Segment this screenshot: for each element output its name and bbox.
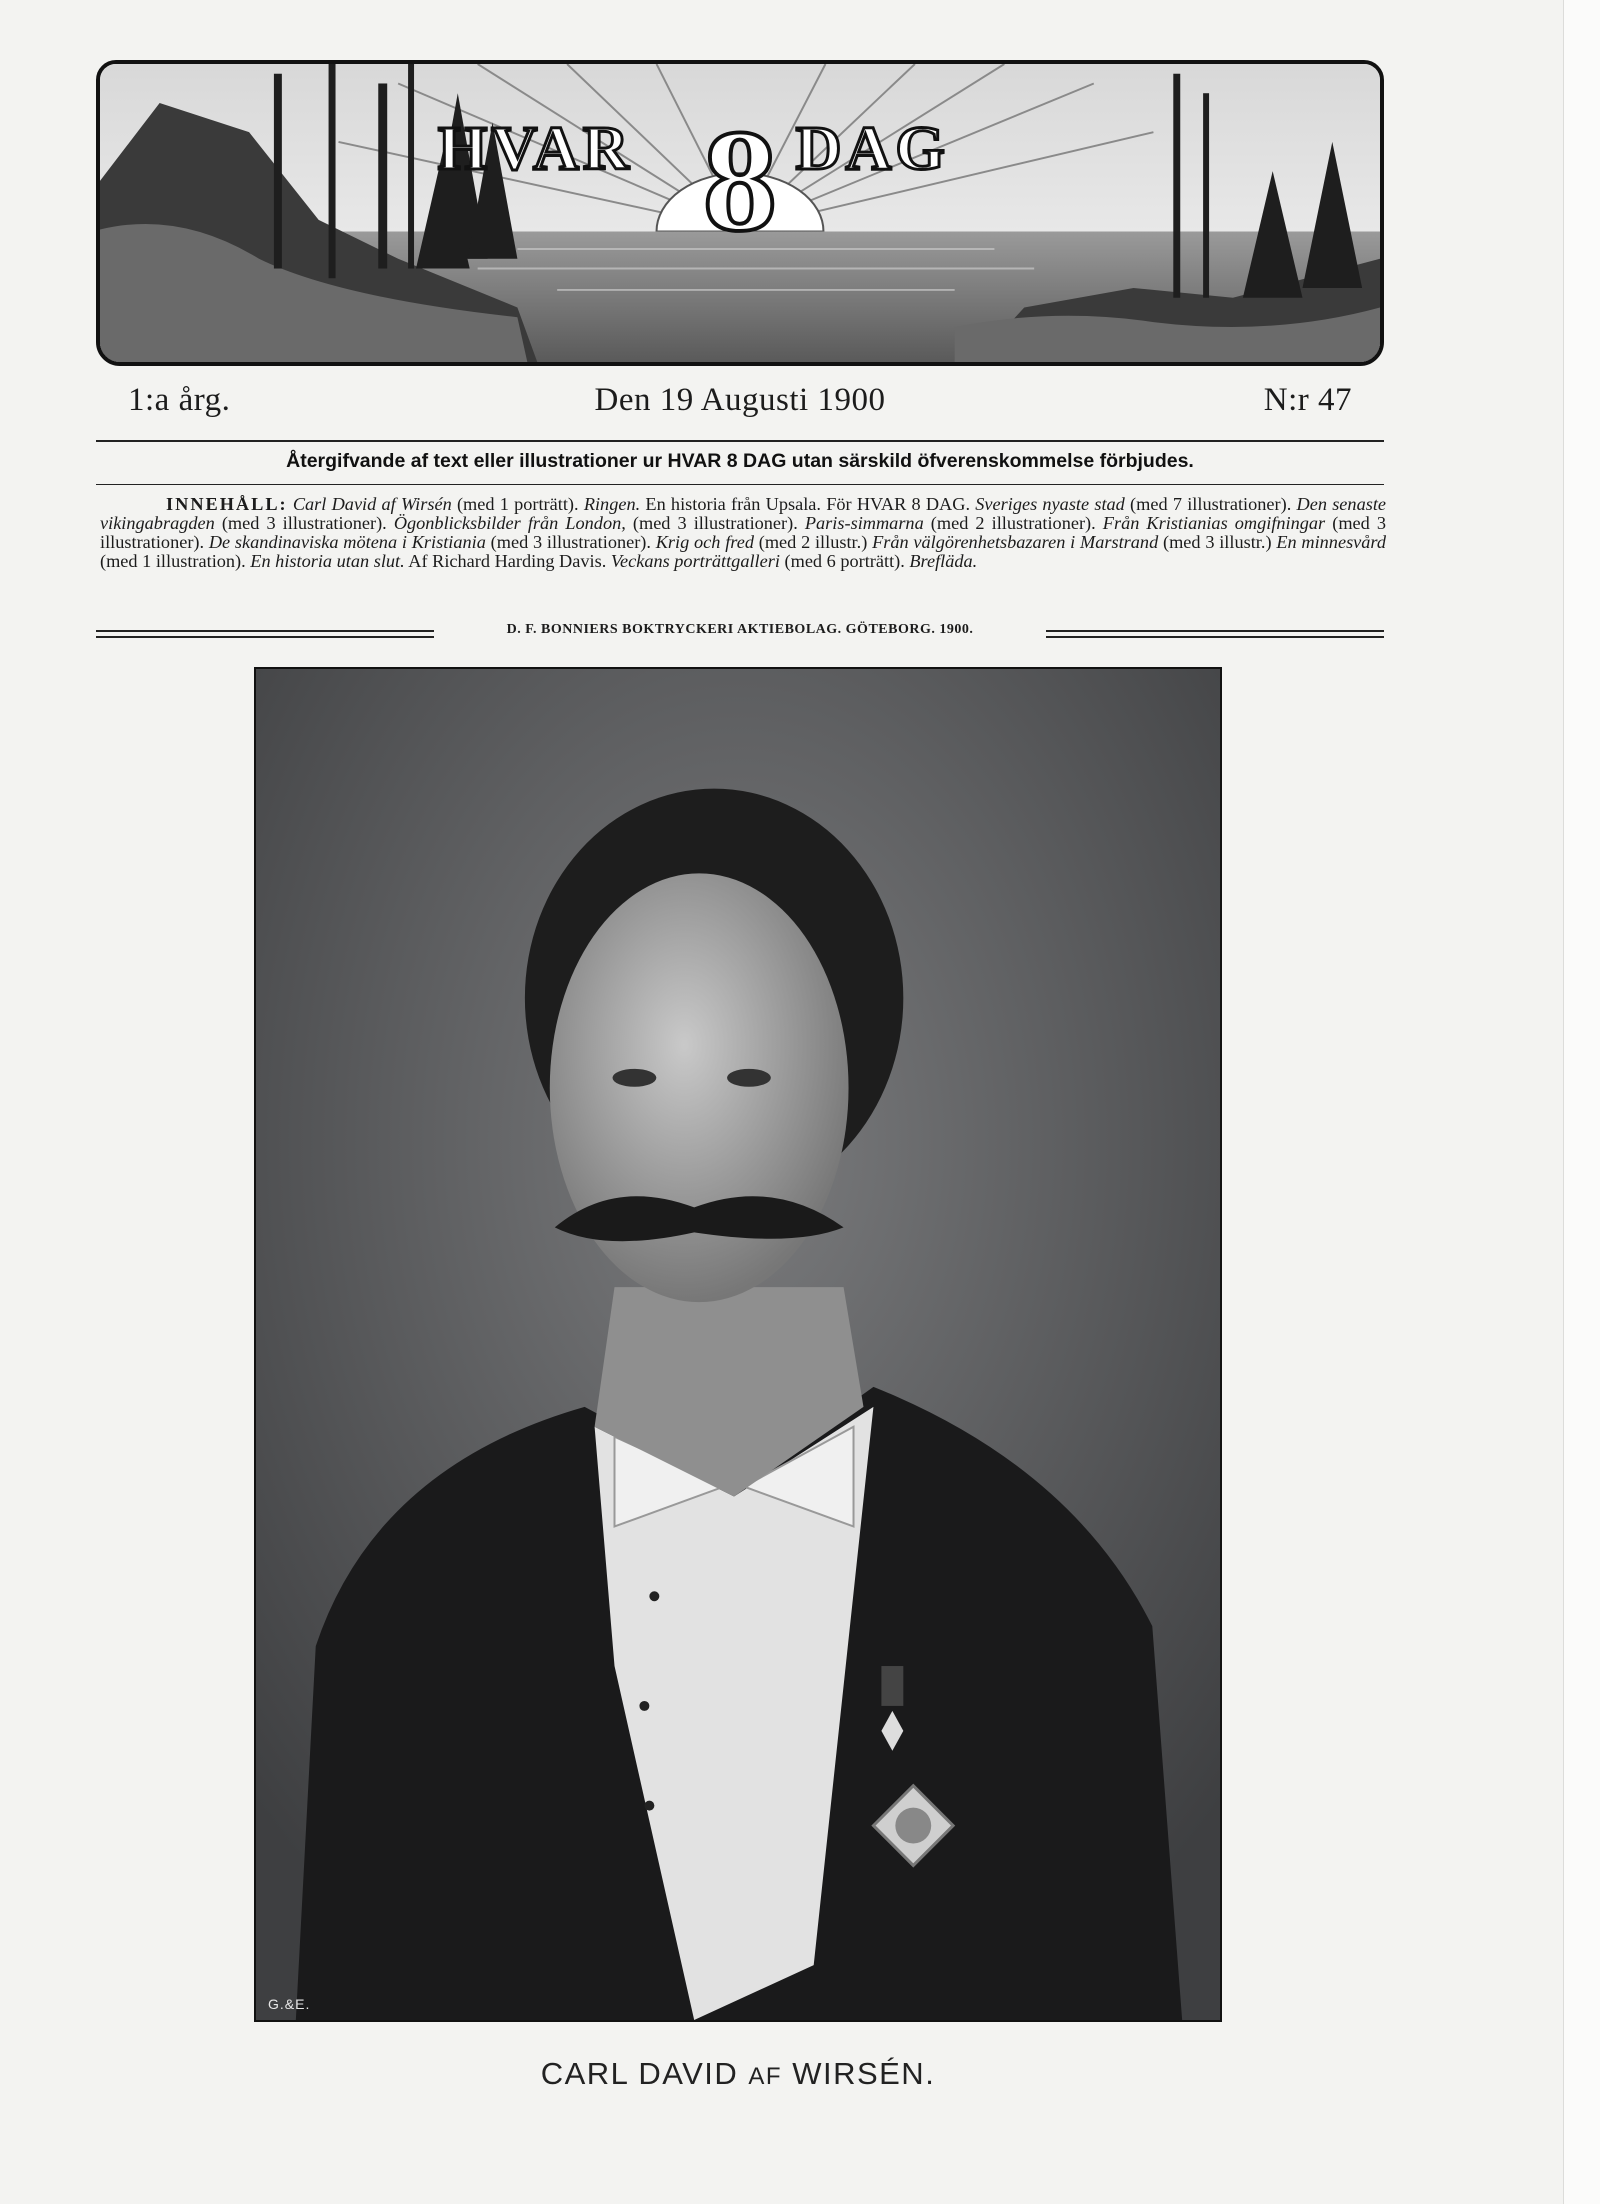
page-gutter (1563, 0, 1600, 2204)
contents-item-detail: (med 1 porträtt). (451, 494, 584, 514)
contents-item-detail: (med 2 illustr.) (753, 532, 873, 552)
contents-item-detail: (med 3 illustrationer). (214, 513, 394, 533)
portrait-photo (254, 667, 1222, 2022)
header-rule (96, 440, 1384, 442)
table-of-contents (100, 495, 1386, 571)
contents-item-detail: (med 1 illustration). (100, 551, 251, 571)
printer-imprint: D. F. BONNIERS BOKTRYCKERI AKTIEBOLAG. GÖTEBORG. 1900. (493, 622, 988, 637)
copyright-notice: Återgifvande af text eller illustrationer ur HVAR 8 DAG utan särskild öfverenskommelse förbjudes. (286, 450, 1194, 472)
contents-items (100, 494, 1386, 571)
contents-item-title: Ögonblicksbilder från London, (393, 513, 626, 533)
contents-item-detail: Af Richard Harding Davis. (404, 551, 611, 571)
contents-item-detail: (med 3 illustrationer). (625, 513, 805, 533)
caption-particle: AF (748, 2063, 783, 2090)
contents-item-title: Den senaste vikingabragden (100, 494, 1387, 533)
contents-item-title: Från välgörenhetsbazaren i Marstrand (872, 532, 1159, 552)
contents-item-title: Brefläda. (909, 551, 978, 571)
contents-item-title: Veckans porträttgalleri (610, 551, 780, 571)
contents-item-detail: En historia från Upsala. För HVAR 8 DAG. (640, 494, 976, 514)
printer-line (96, 622, 1384, 646)
engraver-mark: G.&E. (268, 1996, 311, 2012)
contents-label: INNEHÅLL: (166, 494, 288, 514)
contents-item-title: Från Kristianias omgifningar (1102, 513, 1326, 533)
contents-item-detail: (med 3 illustrationer). (100, 513, 1386, 552)
caption-name-last: WIRSÉN. (782, 2056, 936, 2091)
portrait-illustration (256, 669, 1220, 2020)
title-dag: DAG (795, 113, 949, 184)
contents-item-title: Paris-simmarna (804, 513, 924, 533)
masthead-illustration (100, 64, 1380, 362)
masthead-banner (96, 60, 1384, 366)
contents-item-title: Sveriges nyaste stad (975, 494, 1125, 514)
contents-item-detail: (med 3 illustrationer). (485, 532, 656, 552)
contents-item-title: Krig och fred (655, 532, 754, 552)
contents-item-title: De skandinaviska mötena i Kristiania (208, 532, 486, 552)
contents-item-detail: (med 3 illustr.) (1158, 532, 1277, 552)
contents-item-title: Ringen. (583, 494, 641, 514)
contents-item-title: En minnesvård (1276, 532, 1387, 552)
issue-header (128, 382, 1352, 430)
contents-item-title: Carl David af Wirsén (292, 494, 452, 514)
contents-item-detail: (med 7 illustrationer). (1124, 494, 1297, 514)
portrait-caption (254, 2056, 1222, 2092)
notice-rule (96, 484, 1384, 485)
caption-name-first: CARL DAVID (540, 2056, 749, 2091)
title-hvar: HVAR (437, 113, 633, 184)
title-numeral: 8 (702, 98, 778, 262)
issue-year: 1:a årg. (128, 382, 231, 418)
issue-number: N:r 47 (1263, 382, 1352, 418)
issue-date: Den 19 Augusti 1900 (594, 382, 886, 418)
contents-item-detail: (med 6 porträtt). (779, 551, 910, 571)
contents-item-detail: (med 2 illustrationer). (923, 513, 1103, 533)
contents-item-title: En historia utan slut. (250, 551, 405, 571)
